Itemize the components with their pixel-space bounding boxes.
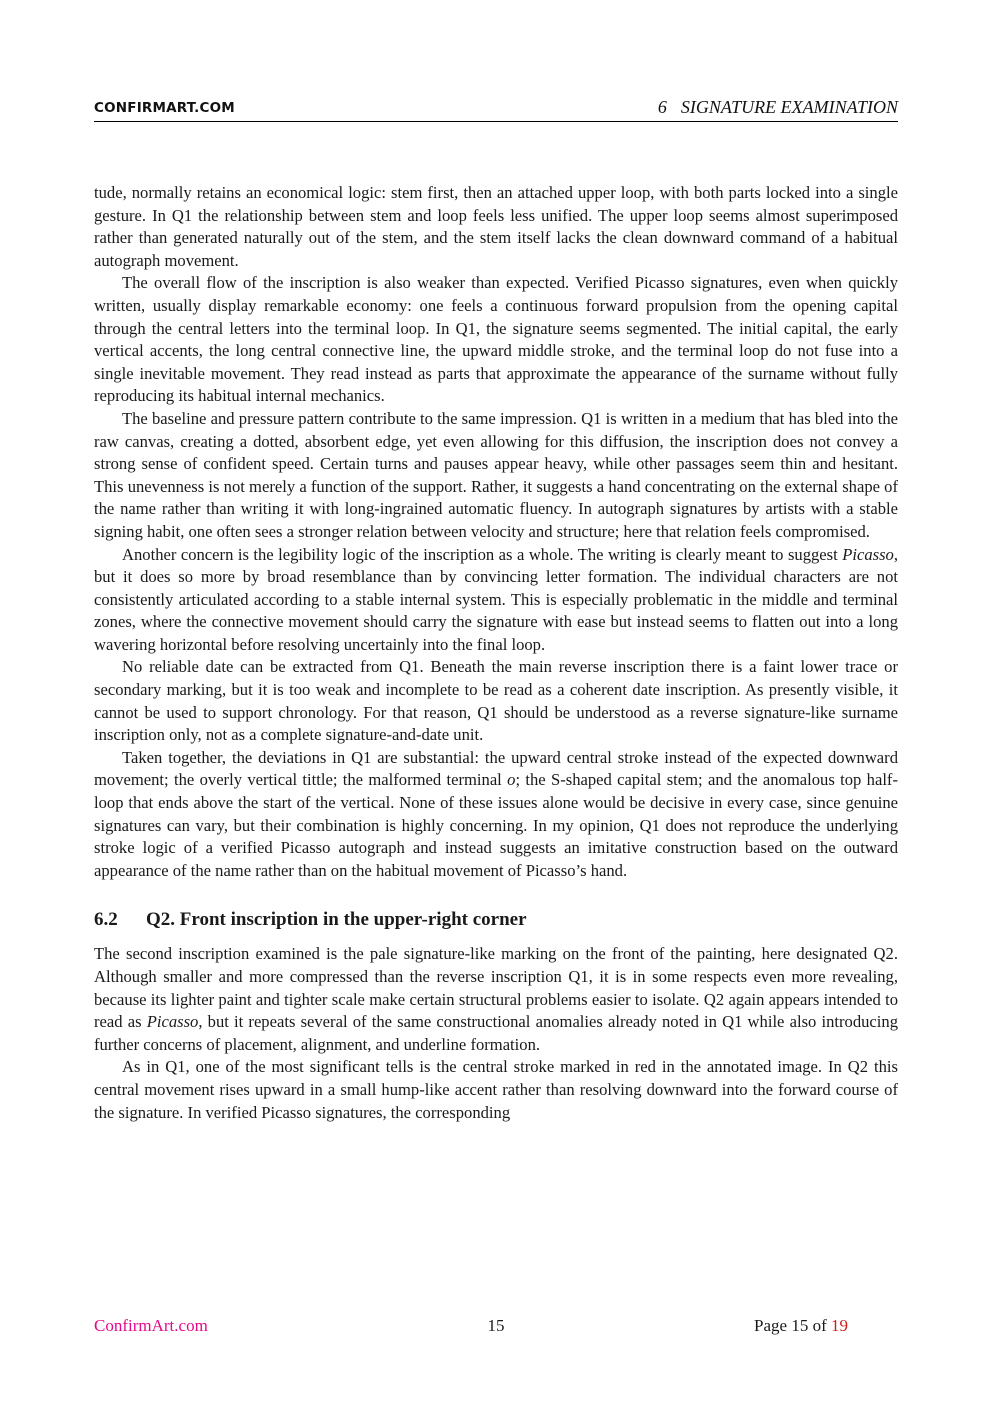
- paragraph: [94, 943, 898, 1056]
- section-number: 6.2: [94, 909, 118, 931]
- emphasis: Picasso: [146, 1012, 199, 1032]
- section-heading: [94, 908, 898, 932]
- emphasis: o: [507, 770, 516, 790]
- paragraph: tude, normally retains an economical logic: stem first, then an attached upper loop, with both parts locked into a single gesture. In Q1 the relationship between stem and loop feels less unified. The upper loop seems almost superimposed rather than generated naturally out of the stem, and the stem itself lacks the clean downward command of a habitual autograph movement.: [94, 183, 898, 270]
- paragraph: [94, 544, 898, 657]
- footer-page-count: [754, 1316, 848, 1336]
- confirmart-logo: CONFIRMART.COM: [94, 100, 235, 116]
- paragraph: The baseline and pressure pattern contribute to the same impression. Q1 is written in a medium that has bled into the raw canvas, creating a dotted, absorbent edge, yet even allowing for this diffusion, the inscription does not convey a strong sense of confident speed. Certain turns and pauses appear heavy, while other passages seem thin and hesitant. This unevenness is not merely a function of the support. Rather, it suggests a hand concentrating on the external shape of the name rather than writing it with long-ingrained automatic fluency. In autograph signatures by artists with a stable signing habit, one often sees a stronger relation between velocity and structure; here that relation feels compromised.: [94, 408, 898, 541]
- paragraph: The overall flow of the inscription is also weaker than expected. Verified Picasso signatures, even when quickly written, usually display remarkable economy: one feels a continuous forward propulsion from the opening capital through the central letters into the terminal loop. In Q1, the signature seems segmented. The initial capital, the early vertical accents, the long central connective line, the upward middle stroke, and the terminal loop do not fuse into a single inevitable movement. They read instead as parts that approximate the appearance of the surname without fully reproducing its habitual internal mechanics.: [94, 273, 898, 406]
- emphasis: Picasso: [842, 544, 894, 564]
- paragraph: As in Q1, one of the most significant tells is the central stroke marked in red in the annotated image. In Q2 this central movement rises upward in a small hump-like accent rather than resolving downward into the forward course of the signature. In verified Picasso signatures, the corresponding: [94, 1057, 898, 1122]
- running-header: [94, 99, 898, 122]
- running-section-number: 6: [657, 97, 667, 117]
- text-run: The second inscription examined is the pale signature-like marking on the front of the painting, here designated Q2. Although smaller and more compressed than the reverse inscription Q1, it is in some respects even more revealing, because its lighter paint and tighter scale make certain structural problems easier to isolate. Q2 again appears intended to read as: [94, 944, 898, 1032]
- text-run: Taken together, the deviations in Q1 are substantial: the upward central stroke instead of the expected downward movement; the overly vertical tittle; the malformed terminal: [94, 747, 898, 790]
- section-title: Q2. Front inscription in the upper-right corner: [146, 909, 527, 931]
- page-body: [94, 182, 898, 1124]
- text-run: , but it repeats several of the same constructional anomalies already noted in Q1 while also introducing further concerns of placement, alignment, and underline formation.: [94, 1012, 898, 1054]
- footer-page-number: 15: [487, 1316, 505, 1335]
- footer-site-link[interactable]: ConfirmArt.com: [94, 1316, 208, 1335]
- total-pages-link[interactable]: 19: [831, 1316, 848, 1335]
- text-run: ; the S-shaped capital stem; and the anomalous top half-loop that ends above the start of the vertical. None of these issues alone would be decisive in every case, since genuine signatures can vary, but their combination is highly concerning. In my opinion, Q1 does not reproduce the underlying stroke logic of a verified Picasso autograph and instead suggests an imitative construction based on the outward appearance of the name rather than on the habitual movement of Picasso’s hand.: [94, 770, 898, 880]
- text-run: , but it does so more by broad resemblance than by convincing letter formation. The individual characters are not consistently articulated according to a stable internal system. This is especially problematic in the middle and terminal zones, where the connective movement should carry the signature with ease but instead seems to flatten out into a long wavering horizontal before resolving uncertainly into the final loop.: [94, 544, 898, 654]
- page-label: Page 15 of: [754, 1316, 827, 1335]
- page-footer: [94, 1316, 898, 1338]
- running-section-label: SIGNATURE EXAMINATION: [680, 97, 898, 117]
- paragraph: [94, 747, 898, 883]
- running-section-title: [658, 97, 898, 118]
- paragraph: No reliable date can be extracted from Q1. Beneath the main reverse inscription there is a faint lower trace or secondary marking, but it is too weak and incomplete to be read as a coherent date inscription. As presently visible, it cannot be used to support chronology. For that reason, Q1 should be understood as a reverse signature-like surname inscription only, not as a complete signature-and-date unit.: [94, 657, 898, 745]
- text-run: Another concern is the legibility logic of the inscription as a whole. The writing is clearly meant to suggest: [122, 544, 843, 564]
